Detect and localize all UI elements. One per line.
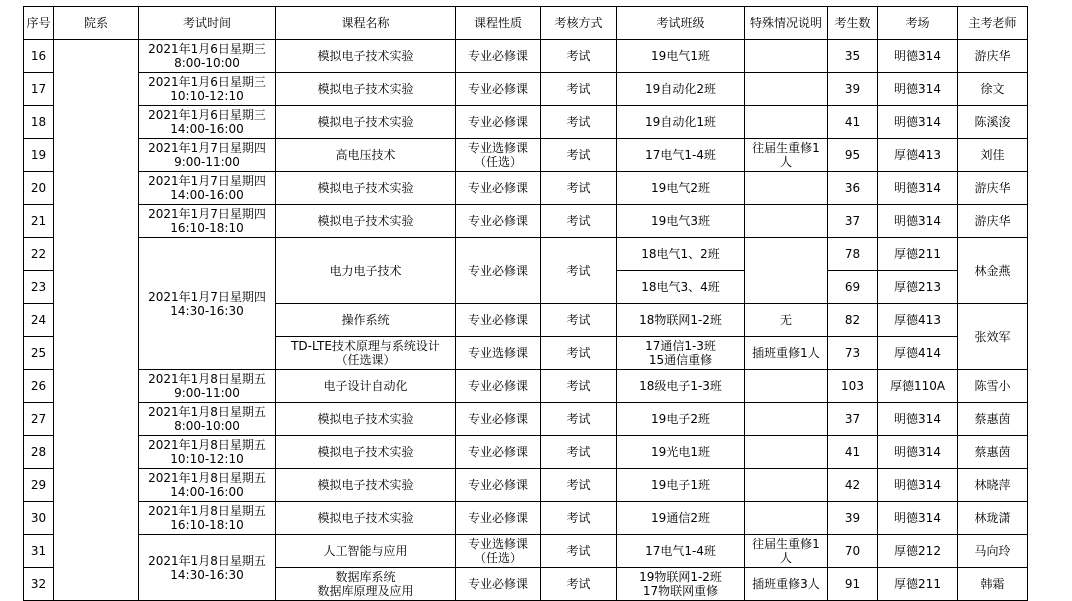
header-course[interactable]: 课程名称 <box>276 7 456 40</box>
cell-class[interactable]: 19电气1班 <box>617 40 745 73</box>
cell-count[interactable]: 36 <box>828 172 878 205</box>
cell-time[interactable]: 2021年1月8日星期五 8:00-10:00 <box>139 403 276 436</box>
cell-count[interactable]: 73 <box>828 337 878 370</box>
cell-room[interactable]: 明德314 <box>878 436 958 469</box>
table-row <box>24 106 1028 139</box>
cell-no[interactable]: 28 <box>24 436 54 469</box>
cell-dept[interactable] <box>54 40 139 601</box>
cell-course[interactable]: 人工智能与应用 <box>276 535 456 568</box>
cell-no[interactable]: 27 <box>24 403 54 436</box>
cell-room[interactable]: 明德314 <box>878 106 958 139</box>
cell-count[interactable]: 35 <box>828 40 878 73</box>
header-method[interactable]: 考核方式 <box>541 7 617 40</box>
cell-note[interactable] <box>745 238 828 304</box>
cell-room[interactable]: 厚德110A <box>878 370 958 403</box>
cell-note[interactable] <box>745 106 828 139</box>
cell-nature[interactable]: 专业必修课 <box>456 106 541 139</box>
header-no[interactable]: 序号 <box>24 7 54 40</box>
cell-note[interactable] <box>745 502 828 535</box>
cell-course[interactable]: 电子设计自动化 <box>276 370 456 403</box>
cell-course[interactable]: 模拟电子技术实验 <box>276 205 456 238</box>
cell-no[interactable]: 18 <box>24 106 54 139</box>
table-row <box>24 205 1028 238</box>
cell-class[interactable]: 18电气1、2班 <box>617 238 745 271</box>
cell-room[interactable]: 厚德212 <box>878 535 958 568</box>
cell-time[interactable]: 2021年1月6日星期三 14:00-16:00 <box>139 106 276 139</box>
cell-course[interactable]: 数据库系统 数据库原理及应用 <box>276 568 456 601</box>
cell-teacher[interactable]: 陈雪小 <box>958 370 1028 403</box>
cell-room[interactable]: 厚德413 <box>878 304 958 337</box>
cell-class[interactable]: 19电气3班 <box>617 205 745 238</box>
cell-no[interactable]: 24 <box>24 304 54 337</box>
cell-room[interactable]: 明德314 <box>878 73 958 106</box>
cell-teacher[interactable]: 游庆华 <box>958 40 1028 73</box>
cell-course[interactable]: 模拟电子技术实验 <box>276 40 456 73</box>
cell-method[interactable]: 考试 <box>541 106 617 139</box>
cell-class[interactable]: 19通信2班 <box>617 502 745 535</box>
cell-count[interactable]: 69 <box>828 271 878 304</box>
cell-course[interactable]: 模拟电子技术实验 <box>276 436 456 469</box>
cell-teacher[interactable]: 蔡惠茵 <box>958 436 1028 469</box>
cell-course[interactable]: 电力电子技术 <box>276 238 456 304</box>
cell-course[interactable]: 模拟电子技术实验 <box>276 172 456 205</box>
cell-method[interactable]: 考试 <box>541 469 617 502</box>
cell-count[interactable]: 41 <box>828 436 878 469</box>
cell-note[interactable]: 插班重修3人 <box>745 568 828 601</box>
cell-teacher[interactable]: 林珑潇 <box>958 502 1028 535</box>
cell-note[interactable] <box>745 40 828 73</box>
cell-course[interactable]: 高电压技术 <box>276 139 456 172</box>
cell-method[interactable]: 考试 <box>541 238 617 304</box>
cell-method[interactable]: 考试 <box>541 403 617 436</box>
table-row <box>24 535 1028 568</box>
cell-room[interactable]: 明德314 <box>878 205 958 238</box>
cell-note[interactable] <box>745 370 828 403</box>
cell-class[interactable]: 19自动化2班 <box>617 73 745 106</box>
cell-note[interactable] <box>745 205 828 238</box>
cell-method[interactable]: 考试 <box>541 436 617 469</box>
cell-note[interactable] <box>745 172 828 205</box>
cell-note[interactable]: 往届生重修1 人 <box>745 535 828 568</box>
header-teacher[interactable]: 主考老师 <box>958 7 1028 40</box>
cell-time[interactable]: 2021年1月8日星期五 14:00-16:00 <box>139 469 276 502</box>
cell-nature[interactable]: 专业选修课 （任选） <box>456 535 541 568</box>
cell-count[interactable]: 82 <box>828 304 878 337</box>
cell-nature[interactable]: 专业必修课 <box>456 172 541 205</box>
cell-room[interactable]: 明德314 <box>878 172 958 205</box>
cell-no[interactable]: 22 <box>24 238 54 271</box>
cell-nature[interactable]: 专业必修课 <box>456 436 541 469</box>
cell-teacher[interactable]: 林晓萍 <box>958 469 1028 502</box>
cell-class[interactable]: 19电子2班 <box>617 403 745 436</box>
cell-room[interactable]: 厚德413 <box>878 139 958 172</box>
cell-method[interactable]: 考试 <box>541 205 617 238</box>
cell-teacher[interactable]: 马向玲 <box>958 535 1028 568</box>
exam-schedule-sheet <box>23 6 1028 601</box>
cell-room[interactable]: 厚德211 <box>878 568 958 601</box>
cell-count[interactable]: 39 <box>828 73 878 106</box>
header-count[interactable]: 考生数 <box>828 7 878 40</box>
cell-method[interactable]: 考试 <box>541 73 617 106</box>
cell-no[interactable]: 19 <box>24 139 54 172</box>
header-dept[interactable]: 院系 <box>54 7 139 40</box>
cell-class[interactable]: 17电气1-4班 <box>617 535 745 568</box>
cell-nature[interactable]: 专业必修课 <box>456 403 541 436</box>
cell-no[interactable]: 25 <box>24 337 54 370</box>
header-class[interactable]: 考试班级 <box>617 7 745 40</box>
header-room[interactable]: 考场 <box>878 7 958 40</box>
cell-teacher[interactable]: 游庆华 <box>958 172 1028 205</box>
table-row <box>24 40 1028 73</box>
cell-teacher[interactable]: 张效军 <box>958 304 1028 370</box>
cell-nature[interactable]: 专业必修课 <box>456 502 541 535</box>
cell-nature[interactable]: 专业必修课 <box>456 73 541 106</box>
cell-nature[interactable]: 专业必修课 <box>456 304 541 337</box>
cell-no[interactable]: 26 <box>24 370 54 403</box>
cell-nature[interactable]: 专业必修课 <box>456 205 541 238</box>
cell-course[interactable]: 操作系统 <box>276 304 456 337</box>
cell-count[interactable]: 70 <box>828 535 878 568</box>
cell-teacher[interactable]: 游庆华 <box>958 205 1028 238</box>
cell-class[interactable]: 18物联网1-2班 <box>617 304 745 337</box>
cell-count[interactable]: 91 <box>828 568 878 601</box>
cell-course[interactable]: 模拟电子技术实验 <box>276 73 456 106</box>
cell-class[interactable]: 19电子1班 <box>617 469 745 502</box>
table-row <box>24 139 1028 172</box>
cell-room[interactable]: 明德314 <box>878 403 958 436</box>
cell-class[interactable]: 17通信1-3班 15通信重修 <box>617 337 745 370</box>
header-nature[interactable]: 课程性质 <box>456 7 541 40</box>
cell-note[interactable]: 无 <box>745 304 828 337</box>
cell-count[interactable]: 37 <box>828 403 878 436</box>
table-row <box>24 502 1028 535</box>
cell-class[interactable]: 17电气1-4班 <box>617 139 745 172</box>
cell-course[interactable]: 模拟电子技术实验 <box>276 502 456 535</box>
cell-class[interactable]: 18级电子1-3班 <box>617 370 745 403</box>
cell-room[interactable]: 明德314 <box>878 502 958 535</box>
table-row <box>24 436 1028 469</box>
cell-no[interactable]: 31 <box>24 535 54 568</box>
cell-method[interactable]: 考试 <box>541 40 617 73</box>
cell-nature[interactable]: 专业必修课 <box>456 238 541 304</box>
cell-count[interactable]: 78 <box>828 238 878 271</box>
cell-time[interactable]: 2021年1月7日星期四 14:00-16:00 <box>139 172 276 205</box>
cell-class[interactable]: 19自动化1班 <box>617 106 745 139</box>
cell-time[interactable]: 2021年1月8日星期五 14:30-16:30 <box>139 535 276 601</box>
cell-teacher[interactable]: 刘佳 <box>958 139 1028 172</box>
cell-class[interactable]: 19光电1班 <box>617 436 745 469</box>
cell-count[interactable]: 41 <box>828 106 878 139</box>
cell-no[interactable]: 32 <box>24 568 54 601</box>
cell-method[interactable]: 考试 <box>541 502 617 535</box>
cell-no[interactable]: 29 <box>24 469 54 502</box>
cell-method[interactable]: 考试 <box>541 535 617 568</box>
cell-room[interactable]: 厚德414 <box>878 337 958 370</box>
cell-nature[interactable]: 专业必修课 <box>456 568 541 601</box>
cell-note[interactable] <box>745 73 828 106</box>
cell-no[interactable]: 20 <box>24 172 54 205</box>
cell-note[interactable] <box>745 436 828 469</box>
table-row <box>24 370 1028 403</box>
cell-teacher[interactable]: 林金燕 <box>958 238 1028 304</box>
cell-no[interactable]: 23 <box>24 271 54 304</box>
cell-time[interactable]: 2021年1月6日星期三 10:10-12:10 <box>139 73 276 106</box>
cell-nature[interactable]: 专业选修课 <box>456 337 541 370</box>
table-row <box>24 238 1028 271</box>
cell-note[interactable] <box>745 469 828 502</box>
cell-no[interactable]: 17 <box>24 73 54 106</box>
cell-room[interactable]: 明德314 <box>878 469 958 502</box>
cell-teacher[interactable]: 徐文 <box>958 73 1028 106</box>
cell-method[interactable]: 考试 <box>541 337 617 370</box>
cell-time[interactable]: 2021年1月6日星期三 8:00-10:00 <box>139 40 276 73</box>
cell-note[interactable] <box>745 403 828 436</box>
cell-time[interactable]: 2021年1月8日星期五 10:10-12:10 <box>139 436 276 469</box>
header-time[interactable]: 考试时间 <box>139 7 276 40</box>
cell-method[interactable]: 考试 <box>541 370 617 403</box>
cell-course[interactable]: 模拟电子技术实验 <box>276 469 456 502</box>
cell-room[interactable]: 厚德213 <box>878 271 958 304</box>
exam-schedule-table <box>23 6 1028 601</box>
cell-count[interactable]: 39 <box>828 502 878 535</box>
table-row <box>24 469 1028 502</box>
cell-teacher[interactable]: 陈溪浚 <box>958 106 1028 139</box>
cell-time[interactable]: 2021年1月8日星期五 16:10-18:10 <box>139 502 276 535</box>
table-row <box>24 403 1028 436</box>
cell-course[interactable]: TD-LTE技术原理与系统设计 （任选课） <box>276 337 456 370</box>
cell-count[interactable]: 103 <box>828 370 878 403</box>
cell-room[interactable]: 明德314 <box>878 40 958 73</box>
cell-method[interactable]: 考试 <box>541 172 617 205</box>
cell-time[interactable]: 2021年1月7日星期四 9:00-11:00 <box>139 139 276 172</box>
table-row <box>24 73 1028 106</box>
cell-nature[interactable]: 专业必修课 <box>456 469 541 502</box>
cell-count[interactable]: 95 <box>828 139 878 172</box>
cell-method[interactable]: 考试 <box>541 304 617 337</box>
cell-course[interactable]: 模拟电子技术实验 <box>276 106 456 139</box>
cell-nature[interactable]: 专业选修课 （任选） <box>456 139 541 172</box>
cell-no[interactable]: 21 <box>24 205 54 238</box>
cell-no[interactable]: 16 <box>24 40 54 73</box>
cell-note[interactable]: 往届生重修1 人 <box>745 139 828 172</box>
cell-class[interactable]: 19电气2班 <box>617 172 745 205</box>
cell-teacher[interactable]: 韩霜 <box>958 568 1028 601</box>
cell-teacher[interactable]: 蔡惠茵 <box>958 403 1028 436</box>
cell-room[interactable]: 厚德211 <box>878 238 958 271</box>
cell-class[interactable]: 19物联网1-2班 17物联网重修 <box>617 568 745 601</box>
cell-class[interactable]: 18电气3、4班 <box>617 271 745 304</box>
cell-note[interactable]: 插班重修1人 <box>745 337 828 370</box>
cell-nature[interactable]: 专业必修课 <box>456 370 541 403</box>
cell-method[interactable]: 考试 <box>541 568 617 601</box>
table-row <box>24 172 1028 205</box>
cell-method[interactable]: 考试 <box>541 139 617 172</box>
cell-time[interactable]: 2021年1月8日星期五 9:00-11:00 <box>139 370 276 403</box>
header-note[interactable]: 特殊情况说明 <box>745 7 828 40</box>
cell-time[interactable]: 2021年1月7日星期四 14:30-16:30 <box>139 238 276 370</box>
cell-count[interactable]: 37 <box>828 205 878 238</box>
header-row <box>24 7 1028 40</box>
cell-no[interactable]: 30 <box>24 502 54 535</box>
cell-count[interactable]: 42 <box>828 469 878 502</box>
cell-time[interactable]: 2021年1月7日星期四 16:10-18:10 <box>139 205 276 238</box>
cell-nature[interactable]: 专业必修课 <box>456 40 541 73</box>
cell-course[interactable]: 模拟电子技术实验 <box>276 403 456 436</box>
